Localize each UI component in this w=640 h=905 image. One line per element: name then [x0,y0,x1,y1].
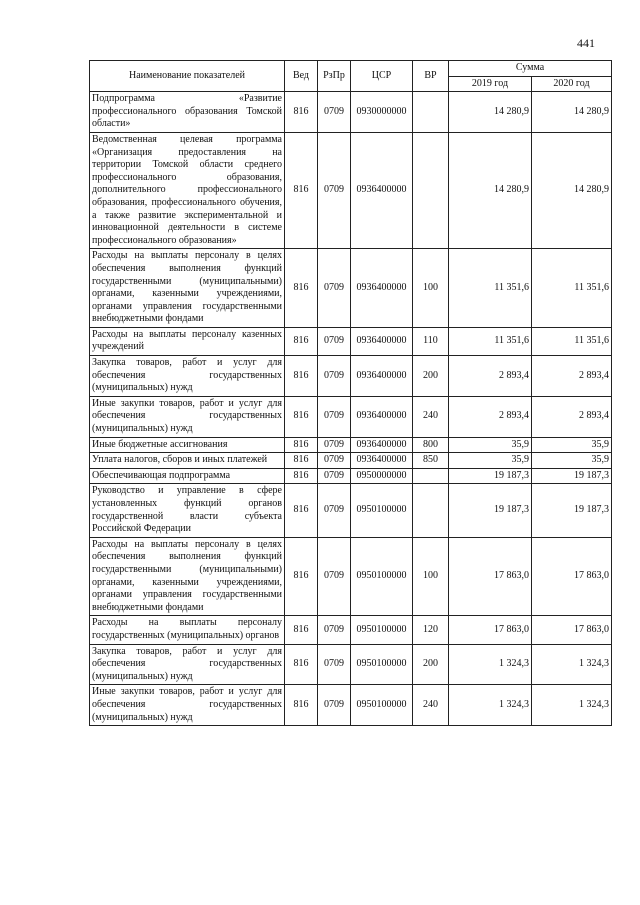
row-rzpr: 0709 [318,396,351,437]
row-ved: 816 [285,468,318,484]
row-ved: 816 [285,249,318,328]
row-vr [413,92,449,133]
budget-table [89,60,612,726]
row-sum-2019: 35,9 [449,437,532,453]
row-vr: 800 [413,437,449,453]
row-rzpr: 0709 [318,92,351,133]
row-ved: 816 [285,685,318,726]
row-vr: 100 [413,537,449,616]
header-sum: Сумма [449,61,612,77]
row-vr: 200 [413,644,449,685]
table-body [90,92,612,726]
row-ved: 816 [285,537,318,616]
table-row [90,437,612,453]
table-row [90,132,612,248]
row-csr: 0950000000 [351,468,413,484]
row-vr: 240 [413,396,449,437]
row-csr: 0936400000 [351,327,413,355]
row-sum-2019: 14 280,9 [449,92,532,133]
row-sum-2020: 2 893,4 [532,356,612,397]
row-ved: 816 [285,616,318,644]
row-csr: 0936400000 [351,249,413,328]
header-year-2019: 2019 год [449,76,532,92]
row-csr: 0936400000 [351,453,413,469]
row-sum-2019: 35,9 [449,453,532,469]
row-name: Закупка товаров, работ и услуг для обеспечения государственных (муниципальных) нужд [90,644,285,685]
row-name: Расходы на выплаты персоналу в целях обеспечения выполнения функций государственными (муниципальными) органами, казенными учреждениями, органами управления государственными внебюджетными фондами [90,537,285,616]
row-ved: 816 [285,92,318,133]
row-sum-2020: 1 324,3 [532,685,612,726]
row-ved: 816 [285,327,318,355]
row-rzpr: 0709 [318,685,351,726]
row-ved: 816 [285,356,318,397]
row-vr [413,484,449,537]
row-name: Ведомственная целевая программа «Организация предоставления на территории Томской области среднего профессионального образования, дополнительного профессионального образования, профессионального обучения, а также развитие экспериментальной и инновационной деятельности в системе профессионального образования» [90,132,285,248]
row-name: Расходы на выплаты персоналу казенных учреждений [90,327,285,355]
row-rzpr: 0709 [318,484,351,537]
row-name: Иные бюджетные ассигнования [90,437,285,453]
row-name: Закупка товаров, работ и услуг для обеспечения государственных (муниципальных) нужд [90,356,285,397]
row-vr: 100 [413,249,449,328]
row-sum-2019: 2 893,4 [449,396,532,437]
row-rzpr: 0709 [318,453,351,469]
row-csr: 0950100000 [351,685,413,726]
row-vr: 120 [413,616,449,644]
row-csr: 0936400000 [351,396,413,437]
table-row [90,396,612,437]
header-rzpr: РзПр [318,61,351,92]
header-name: Наименование показателей [90,61,285,92]
row-rzpr: 0709 [318,356,351,397]
row-sum-2020: 35,9 [532,437,612,453]
table-row [90,616,612,644]
row-sum-2019: 11 351,6 [449,249,532,328]
row-sum-2020: 2 893,4 [532,396,612,437]
table-row [90,484,612,537]
table-row [90,537,612,616]
row-vr [413,132,449,248]
row-sum-2019: 2 893,4 [449,356,532,397]
row-sum-2020: 14 280,9 [532,132,612,248]
row-name: Руководство и управление в сфере установленных функций органов государственной власти субъекта Российской Федерации [90,484,285,537]
row-name: Уплата налогов, сборов и иных платежей [90,453,285,469]
row-name: Расходы на выплаты персоналу государственных (муниципальных) органов [90,616,285,644]
row-sum-2020: 14 280,9 [532,92,612,133]
row-sum-2019: 11 351,6 [449,327,532,355]
row-ved: 816 [285,396,318,437]
row-name: Иные закупки товаров, работ и услуг для обеспечения государственных (муниципальных) нужд [90,685,285,726]
row-vr: 850 [413,453,449,469]
table-row [90,356,612,397]
row-sum-2020: 19 187,3 [532,468,612,484]
row-csr: 0936400000 [351,437,413,453]
row-csr: 0930000000 [351,92,413,133]
row-sum-2020: 17 863,0 [532,616,612,644]
row-rzpr: 0709 [318,468,351,484]
row-csr: 0950100000 [351,616,413,644]
table-row [90,327,612,355]
row-sum-2019: 14 280,9 [449,132,532,248]
row-rzpr: 0709 [318,537,351,616]
row-sum-2019: 19 187,3 [449,468,532,484]
row-rzpr: 0709 [318,616,351,644]
row-vr: 110 [413,327,449,355]
row-sum-2020: 11 351,6 [532,327,612,355]
row-vr [413,468,449,484]
row-vr: 200 [413,356,449,397]
header-csr: ЦСР [351,61,413,92]
row-name: Расходы на выплаты персоналу в целях обеспечения выполнения функций государственными (муниципальными) органами, казенными учреждениями, органами управления государственными внебюджетными фондами [90,249,285,328]
header-vr: ВР [413,61,449,92]
row-csr: 0936400000 [351,132,413,248]
row-ved: 816 [285,453,318,469]
table-header [90,61,612,92]
row-ved: 816 [285,644,318,685]
page-number: 441 [577,36,595,50]
row-rzpr: 0709 [318,249,351,328]
row-csr: 0950100000 [351,537,413,616]
row-sum-2020: 17 863,0 [532,537,612,616]
header-ved: Вед [285,61,318,92]
table-row [90,453,612,469]
table-row [90,644,612,685]
row-sum-2020: 11 351,6 [532,249,612,328]
row-ved: 816 [285,132,318,248]
row-sum-2019: 17 863,0 [449,616,532,644]
table-row [90,468,612,484]
row-name: Иные закупки товаров, работ и услуг для обеспечения государственных (муниципальных) нужд [90,396,285,437]
row-sum-2020: 1 324,3 [532,644,612,685]
row-rzpr: 0709 [318,327,351,355]
row-sum-2019: 1 324,3 [449,685,532,726]
table-row [90,92,612,133]
row-sum-2019: 17 863,0 [449,537,532,616]
row-rzpr: 0709 [318,437,351,453]
row-rzpr: 0709 [318,132,351,248]
row-vr: 240 [413,685,449,726]
row-csr: 0950100000 [351,484,413,537]
row-csr: 0936400000 [351,356,413,397]
table-row [90,249,612,328]
row-sum-2019: 1 324,3 [449,644,532,685]
row-name: Обеспечивающая подпрограмма [90,468,285,484]
row-sum-2020: 19 187,3 [532,484,612,537]
row-csr: 0950100000 [351,644,413,685]
row-ved: 816 [285,484,318,537]
header-year-2020: 2020 год [532,76,612,92]
row-sum-2019: 19 187,3 [449,484,532,537]
table-row [90,685,612,726]
row-ved: 816 [285,437,318,453]
row-rzpr: 0709 [318,644,351,685]
row-name: Подпрограмма «Развитие профессионального образования Томской области» [90,92,285,133]
row-sum-2020: 35,9 [532,453,612,469]
